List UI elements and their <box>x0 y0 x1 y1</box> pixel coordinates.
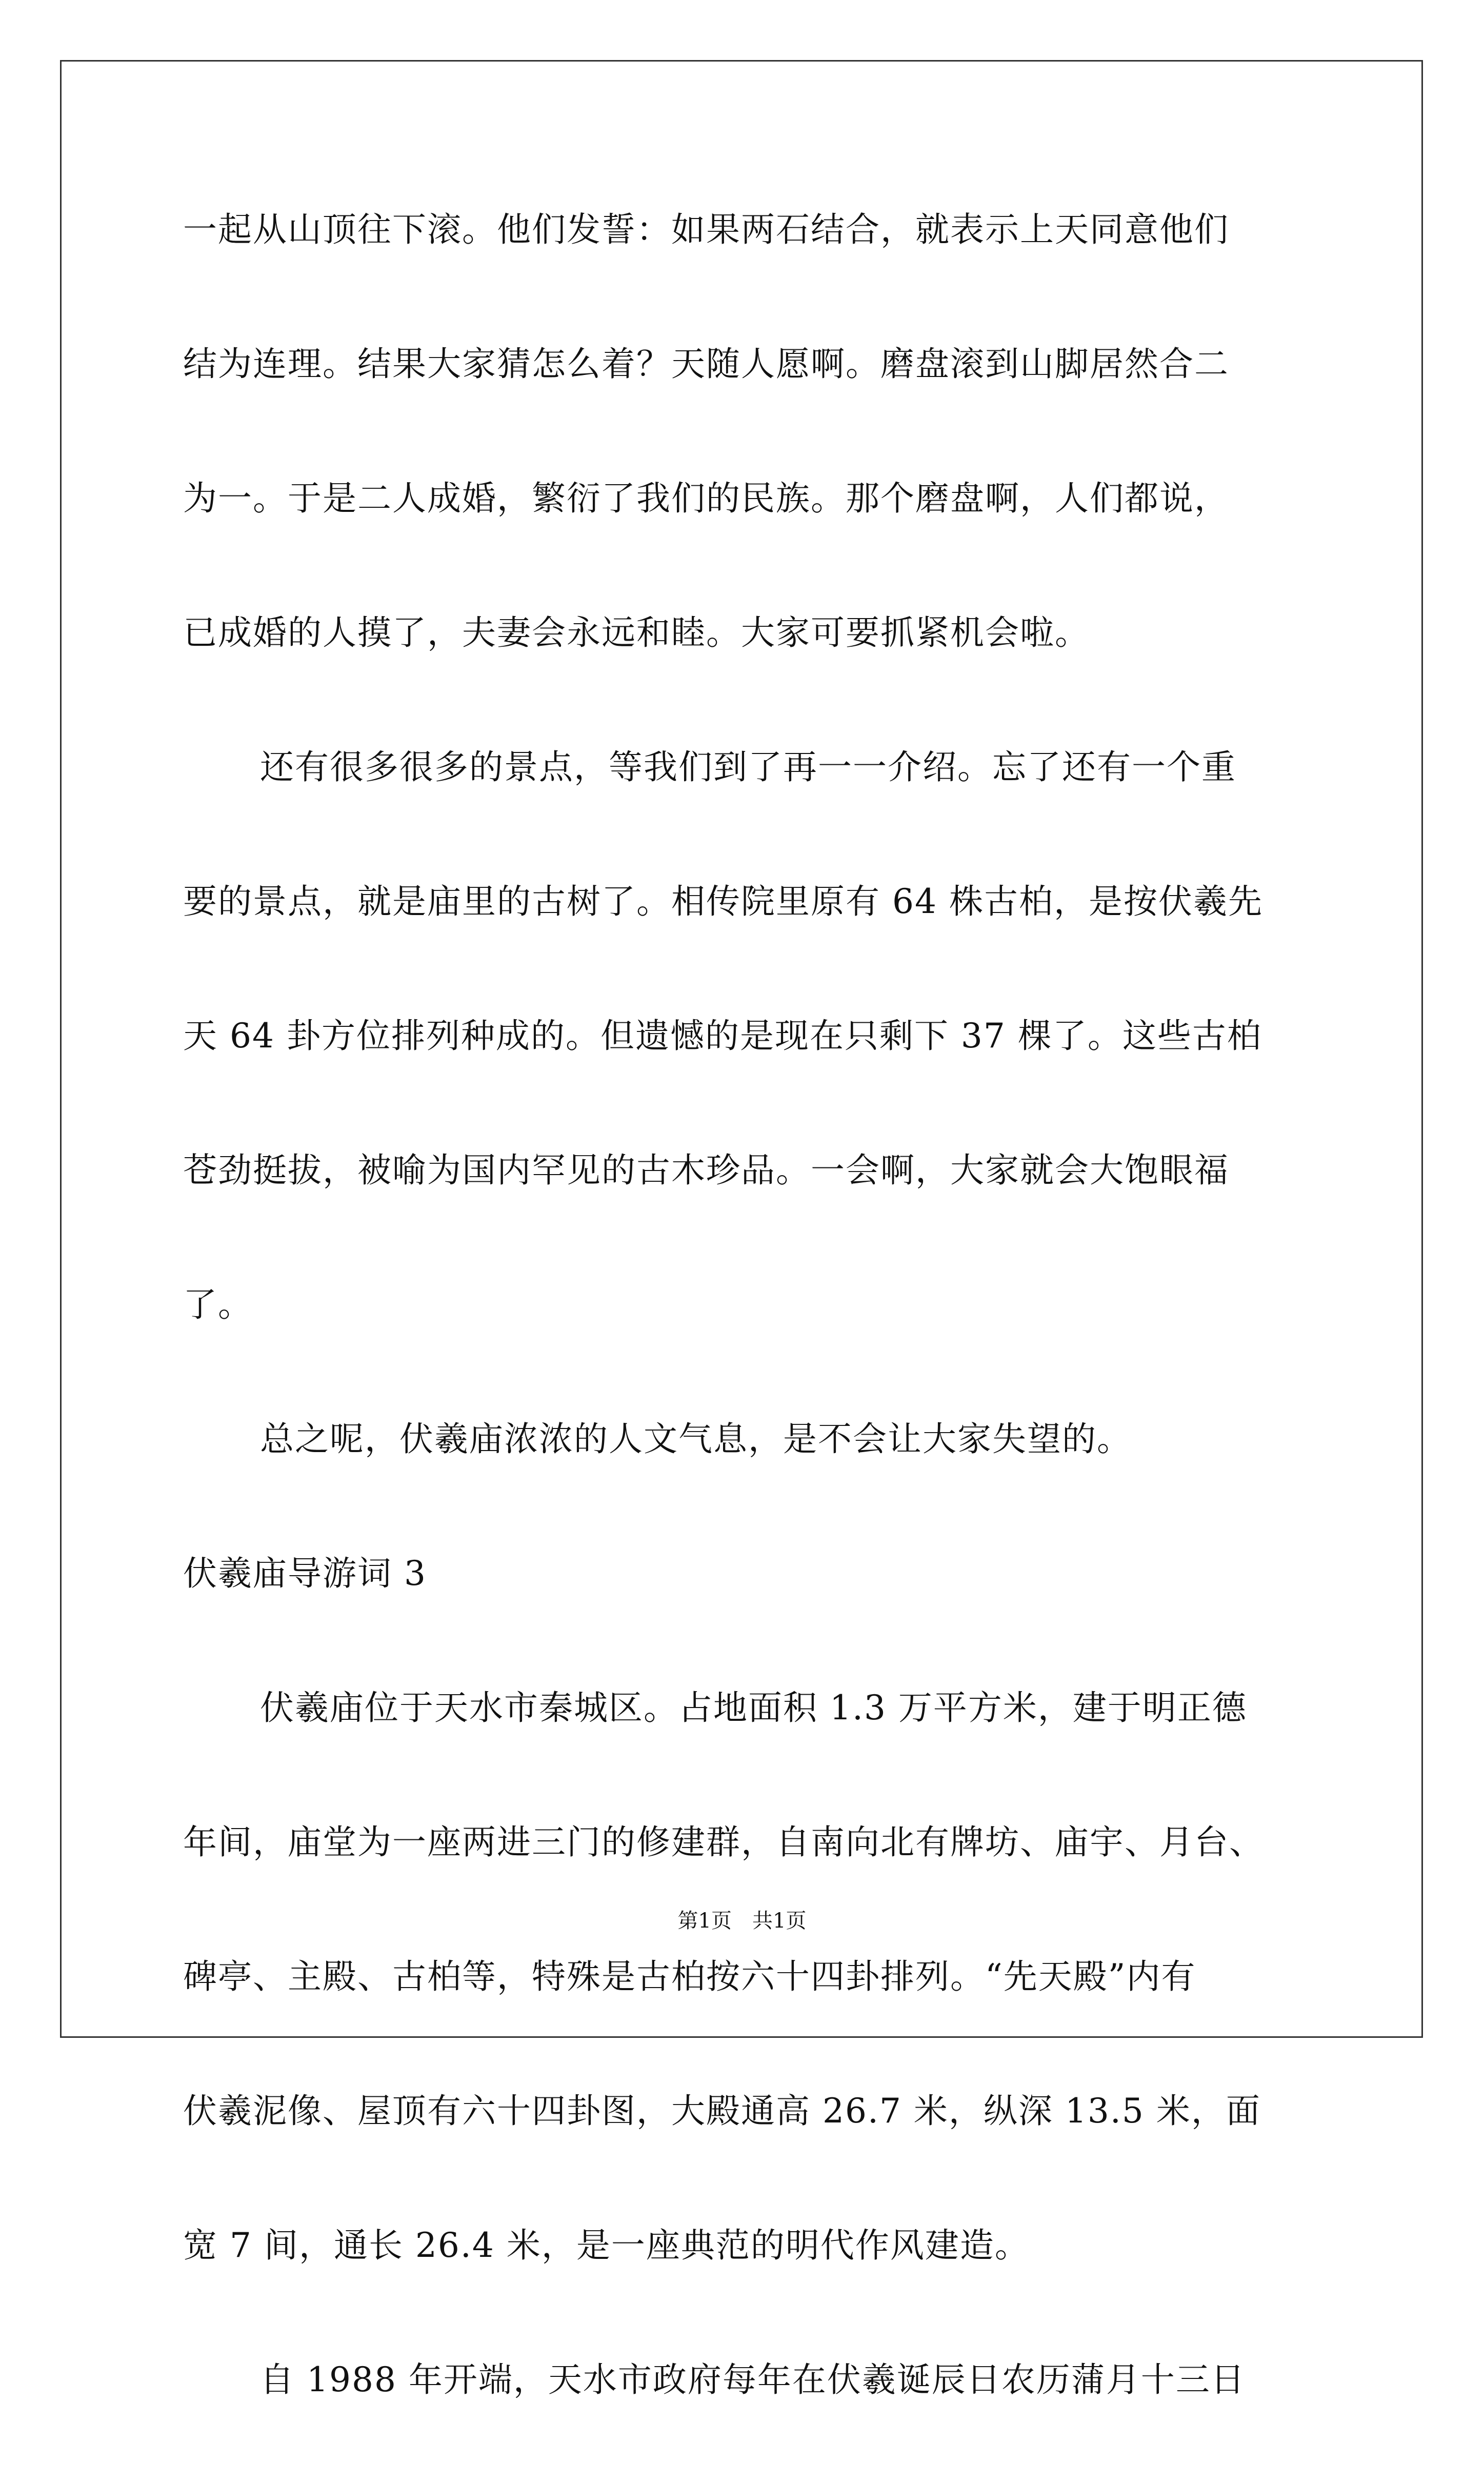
page-number-footer: 第1页 共1页 <box>677 1909 807 1933</box>
text-line: 为一。于是二人成婚，繁衍了我们的民族。那个磨盘啊，人们都说， <box>183 479 1229 518</box>
text-line: 一起从山顶往下滚。他们发誓：如果两石结合，就表示上天同意他们 <box>183 210 1229 249</box>
paragraph-first-line: 还有很多很多的景点，等我们到了再一一介绍。忘了还有一个重 <box>260 747 1236 787</box>
text-line: 年间，庙堂为一座两进三门的修建群，自南向北有牌坊、庙宇、月台、 <box>183 1822 1264 1862</box>
text-line: 宽 7 间，通长 26.4 米，是一座典范的明代作风建造。 <box>183 2226 1030 2265</box>
text-line: 天 64 卦方位排列种成的。但遗憾的是现在只剩下 37 棵了。这些古柏 <box>183 1016 1262 1056</box>
document-body <box>183 196 1311 2481</box>
paragraph-first-line: 伏羲庙位于天水市秦城区。占地面积 1.3 万平方米，建于明正德 <box>260 1688 1247 1728</box>
paragraph-first-line: 总之呢，伏羲庙浓浓的人文气息，是不会让大家失望的。 <box>260 1419 1132 1459</box>
text-line: 了。 <box>183 1285 253 1324</box>
section-heading: 伏羲庙导游词 3 <box>183 1554 427 1593</box>
text-line: 碑亭、主殿、古柏等，特殊是古柏按六十四卦排列。“先天殿”内有 <box>183 1957 1196 1996</box>
text-line: 要的景点，就是庙里的古树了。相传院里原有 64 株古柏，是按伏羲先 <box>183 882 1263 921</box>
text-line: 结为连理。结果大家猜怎么着？天随人愿啊。磨盘滚到山脚居然合二 <box>183 344 1229 384</box>
paragraph-first-line: 自 1988 年开端，天水市政府每年在伏羲诞辰日农历蒲月十三日 <box>260 2360 1246 2399</box>
text-line: 已成婚的人摸了，夫妻会永远和睦。大家可要抓紧机会啦。 <box>183 613 1090 652</box>
text-line: 苍劲挺拔，被喻为国内罕见的古木珍品。一会啊，大家就会大饱眼福 <box>183 1150 1229 1190</box>
text-line: 伏羲泥像、屋顶有六十四卦图，大殿通高 26.7 米，纵深 13.5 米，面 <box>183 2091 1261 2131</box>
